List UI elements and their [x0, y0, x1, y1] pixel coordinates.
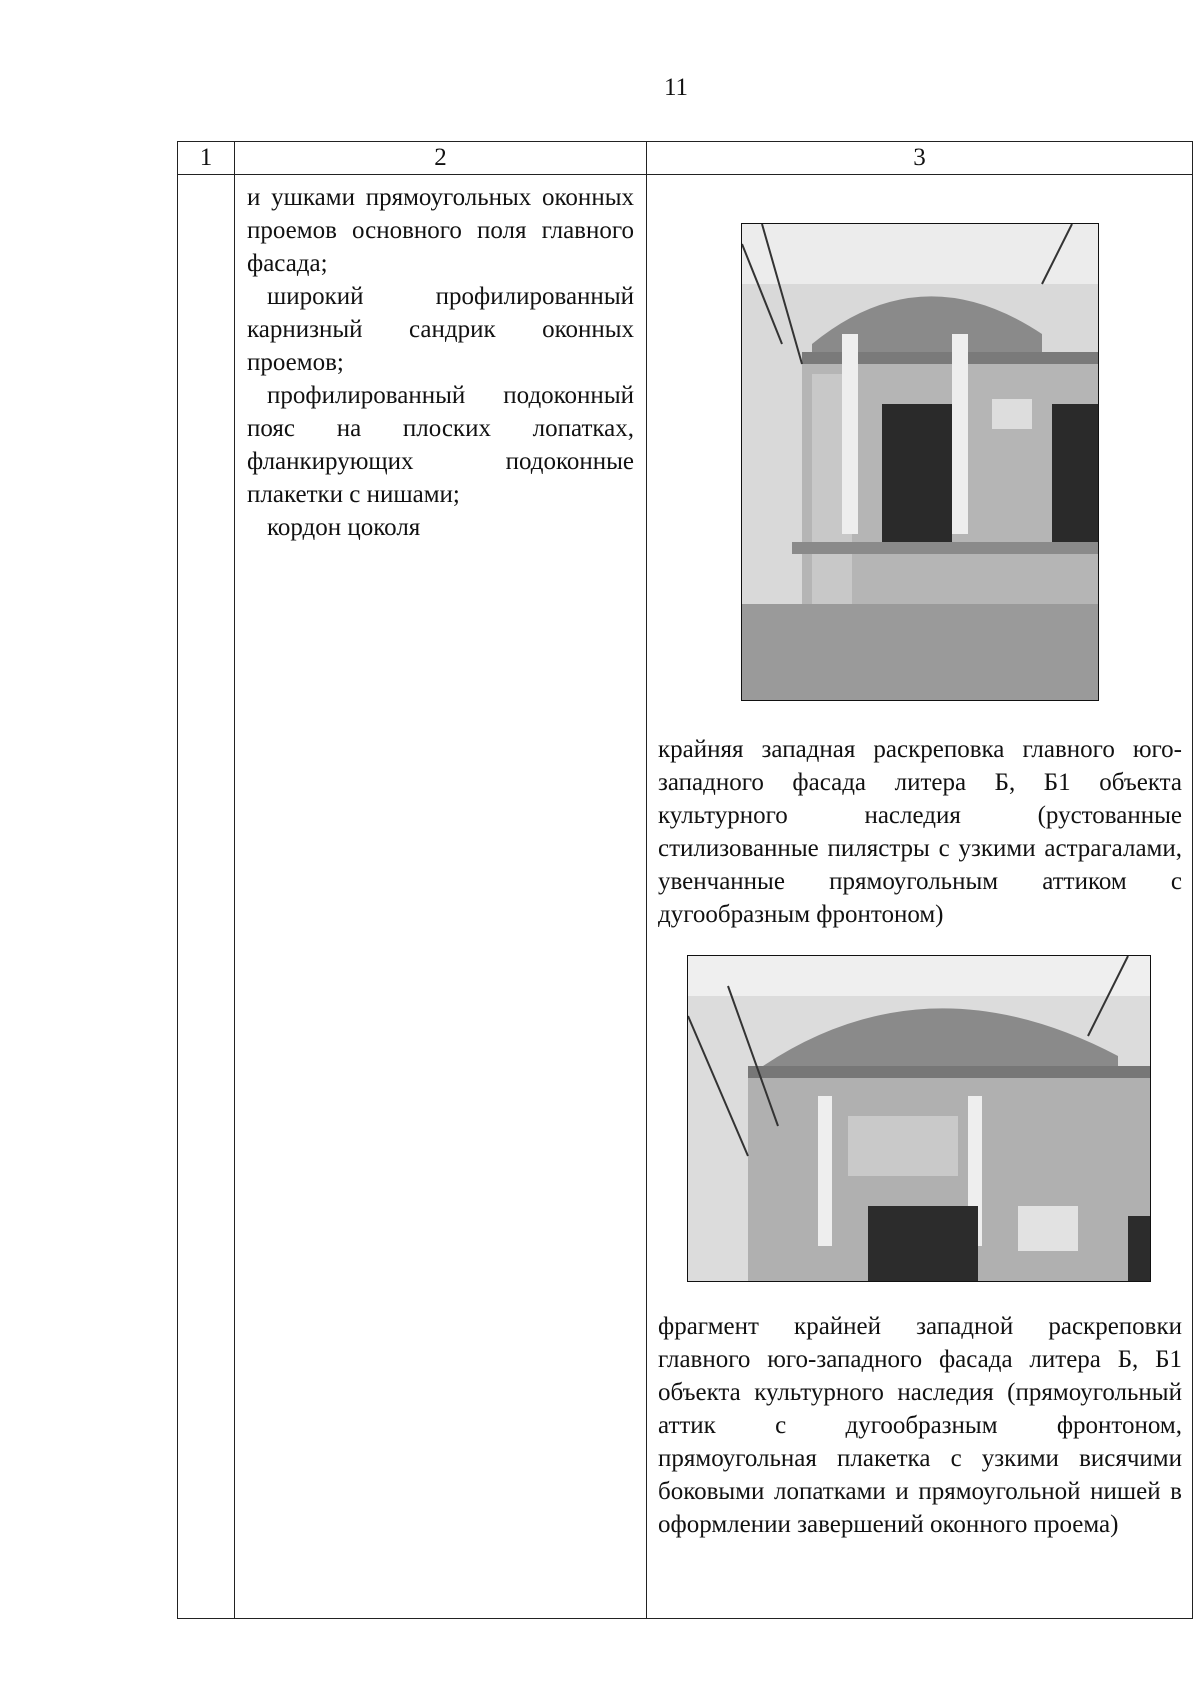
facade-fragment-photo	[687, 955, 1151, 1282]
description-cell	[235, 175, 647, 1619]
number-cell	[178, 175, 235, 1619]
table-row	[178, 175, 1193, 1619]
header-cell-2: 2	[235, 142, 647, 175]
heritage-table	[177, 141, 1193, 1619]
description-paragraph: профилированный подоконный пояс на плоских лопатках, фланкирующих подоконные плакетки с нишами;	[247, 382, 634, 508]
photo-cell	[647, 175, 1193, 1619]
photo-caption: крайняя западная раскреповка главного юго-западного фасада литера Б, Б1 объекта культурного наследия (рустованные стилизованные пилястры с узкими астрагалами, увенчанные прямоугольным аттиком с дугообразным фронтоном)	[658, 736, 1182, 928]
header-cell-1: 1	[178, 142, 235, 175]
description-paragraph: широкий профилированный карнизный сандрик оконных проемов;	[247, 283, 634, 376]
table-header-row	[178, 142, 1193, 175]
description-paragraph: кордон цоколя	[267, 514, 421, 541]
page-number: 11	[663, 74, 689, 101]
description-paragraph: и ушками прямоугольных оконных проемов основного поля главного фасада;	[247, 184, 634, 277]
header-cell-3: 3	[647, 142, 1193, 175]
facade-photo	[741, 223, 1099, 701]
photo-caption: фрагмент крайней западной раскреповки главного юго-западного фасада литера Б, Б1 объекта культурного наследия (прямоугольный аттик с дугообразным фронтоном, прямоугольная плакетка с узкими висячими боковыми лопатками и прямоугольной нишей в оформлении завершений оконного проема)	[658, 1313, 1182, 1538]
